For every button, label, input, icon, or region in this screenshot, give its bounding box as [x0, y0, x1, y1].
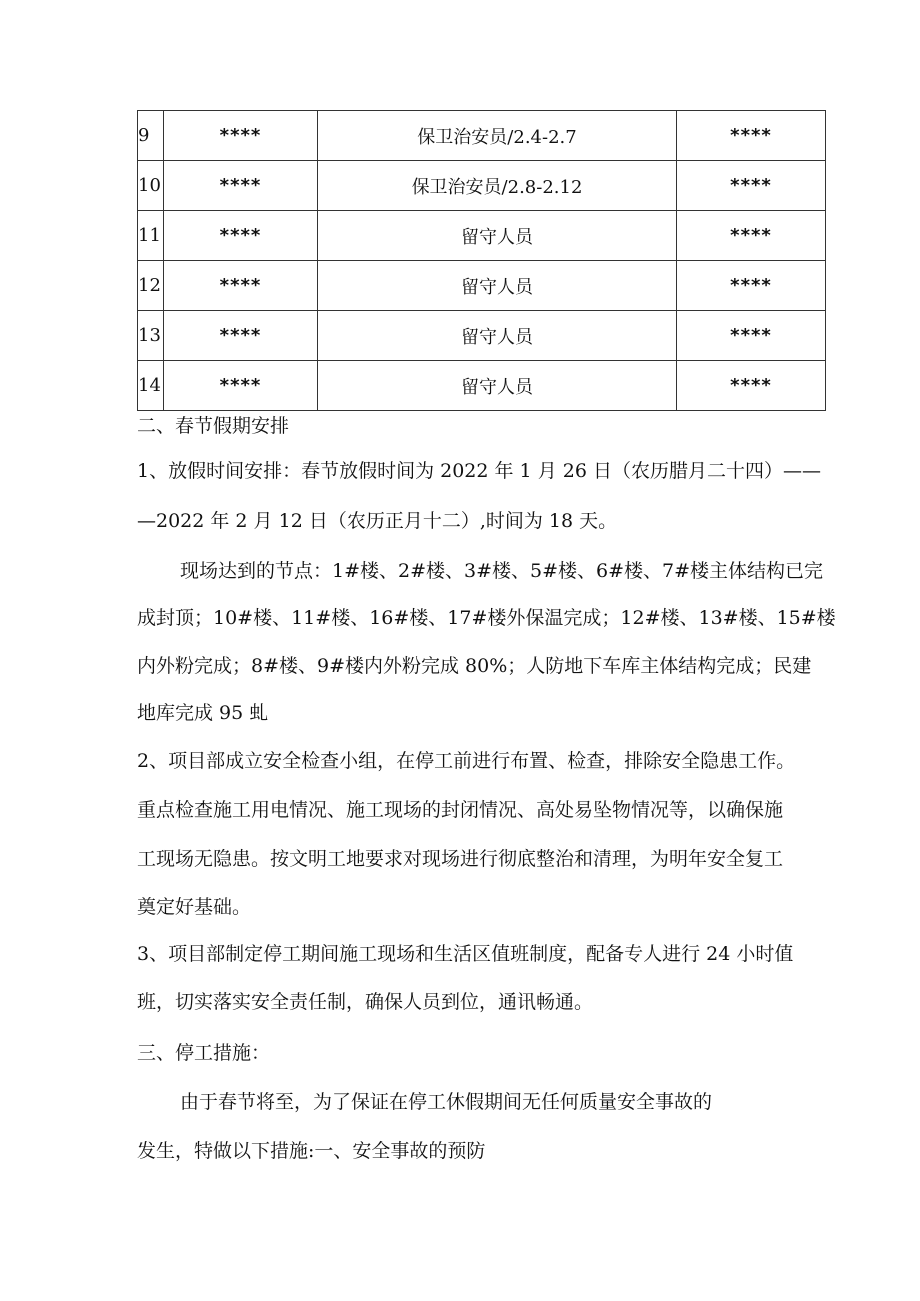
item2-line1: 2、项目部成立安全检查小组，在停工前进行布置、检查，排除安全隐患工作。	[137, 750, 796, 772]
row-number: 12	[138, 261, 164, 311]
note-cell: ****	[677, 111, 826, 161]
row-number: 11	[138, 211, 164, 261]
progress-line4: 地库完成 95 虬	[137, 702, 269, 724]
role-cell: 留守人员	[318, 211, 677, 261]
name-cell: ****	[164, 311, 318, 361]
name-cell: ****	[164, 211, 318, 261]
item3-line1: 3、项目部制定停工期间施工现场和生活区值班制度，配备专人进行 24 小时值	[137, 943, 794, 965]
name-cell: ****	[164, 261, 318, 311]
roster-body	[138, 111, 826, 411]
note-cell: ****	[677, 261, 826, 311]
item2-line4: 奠定好基础。	[137, 896, 252, 918]
progress-line2: 成封顶；10#楼、11#楼、16#楼、17#楼外保温完成；12#楼、13#楼、15#楼	[137, 607, 836, 629]
note-cell: ****	[677, 211, 826, 261]
table-row	[138, 211, 826, 261]
item3-line2: 班，切实落实安全责任制，确保人员到位，通讯畅通。	[137, 991, 594, 1013]
name-cell: ****	[164, 361, 318, 411]
progress-line1: 现场达到的节点：1#楼、2#楼、3#楼、5#楼、6#楼、7#楼主体结构已完	[180, 560, 824, 582]
table-row	[138, 111, 826, 161]
row-number: 14	[138, 361, 164, 411]
table-row	[138, 161, 826, 211]
note-cell: ****	[677, 361, 826, 411]
role-cell: 保卫治安员/2.8-2.12	[318, 161, 677, 211]
role-cell: 保卫治安员/2.4-2.7	[318, 111, 677, 161]
role-cell: 留守人员	[318, 261, 677, 311]
row-number: 9	[138, 111, 164, 161]
note-cell: ****	[677, 161, 826, 211]
item1-line1: 1、放假时间安排：春节放假时间为 2022 年 1 月 26 日（农历腊月二十四）——	[137, 460, 821, 482]
item2-line2: 重点检查施工用电情况、施工现场的封闭情况、高处易坠物情况等，以确保施	[137, 799, 784, 821]
duty-roster-table	[137, 110, 826, 411]
role-cell: 留守人员	[318, 311, 677, 361]
row-number: 13	[138, 311, 164, 361]
item2-line3: 工现场无隐患。按文明工地要求对现场进行彻底整治和清理，为明年安全复工	[137, 848, 784, 870]
item1-line2: —2022 年 2 月 12 日（农历正月十二）,时间为 18 天。	[137, 510, 618, 532]
section3-heading: 三、停工措施：	[137, 1042, 271, 1064]
name-cell: ****	[164, 111, 318, 161]
name-cell: ****	[164, 161, 318, 211]
section2-heading: 二、春节假期安排	[137, 415, 290, 437]
role-cell: 留守人员	[318, 361, 677, 411]
table-row	[138, 261, 826, 311]
table-row	[138, 361, 826, 411]
row-number: 10	[138, 161, 164, 211]
progress-line3: 内外粉完成；8#楼、9#楼内外粉完成 80%；人防地下车库主体结构完成；民建	[137, 655, 812, 677]
table-row	[138, 311, 826, 361]
measure-line2: 发生，特做以下措施:一、安全事故的预防	[137, 1140, 486, 1162]
note-cell: ****	[677, 311, 826, 361]
measure-line1: 由于春节将至，为了保证在停工休假期间无任何质量安全事故的	[180, 1091, 713, 1113]
